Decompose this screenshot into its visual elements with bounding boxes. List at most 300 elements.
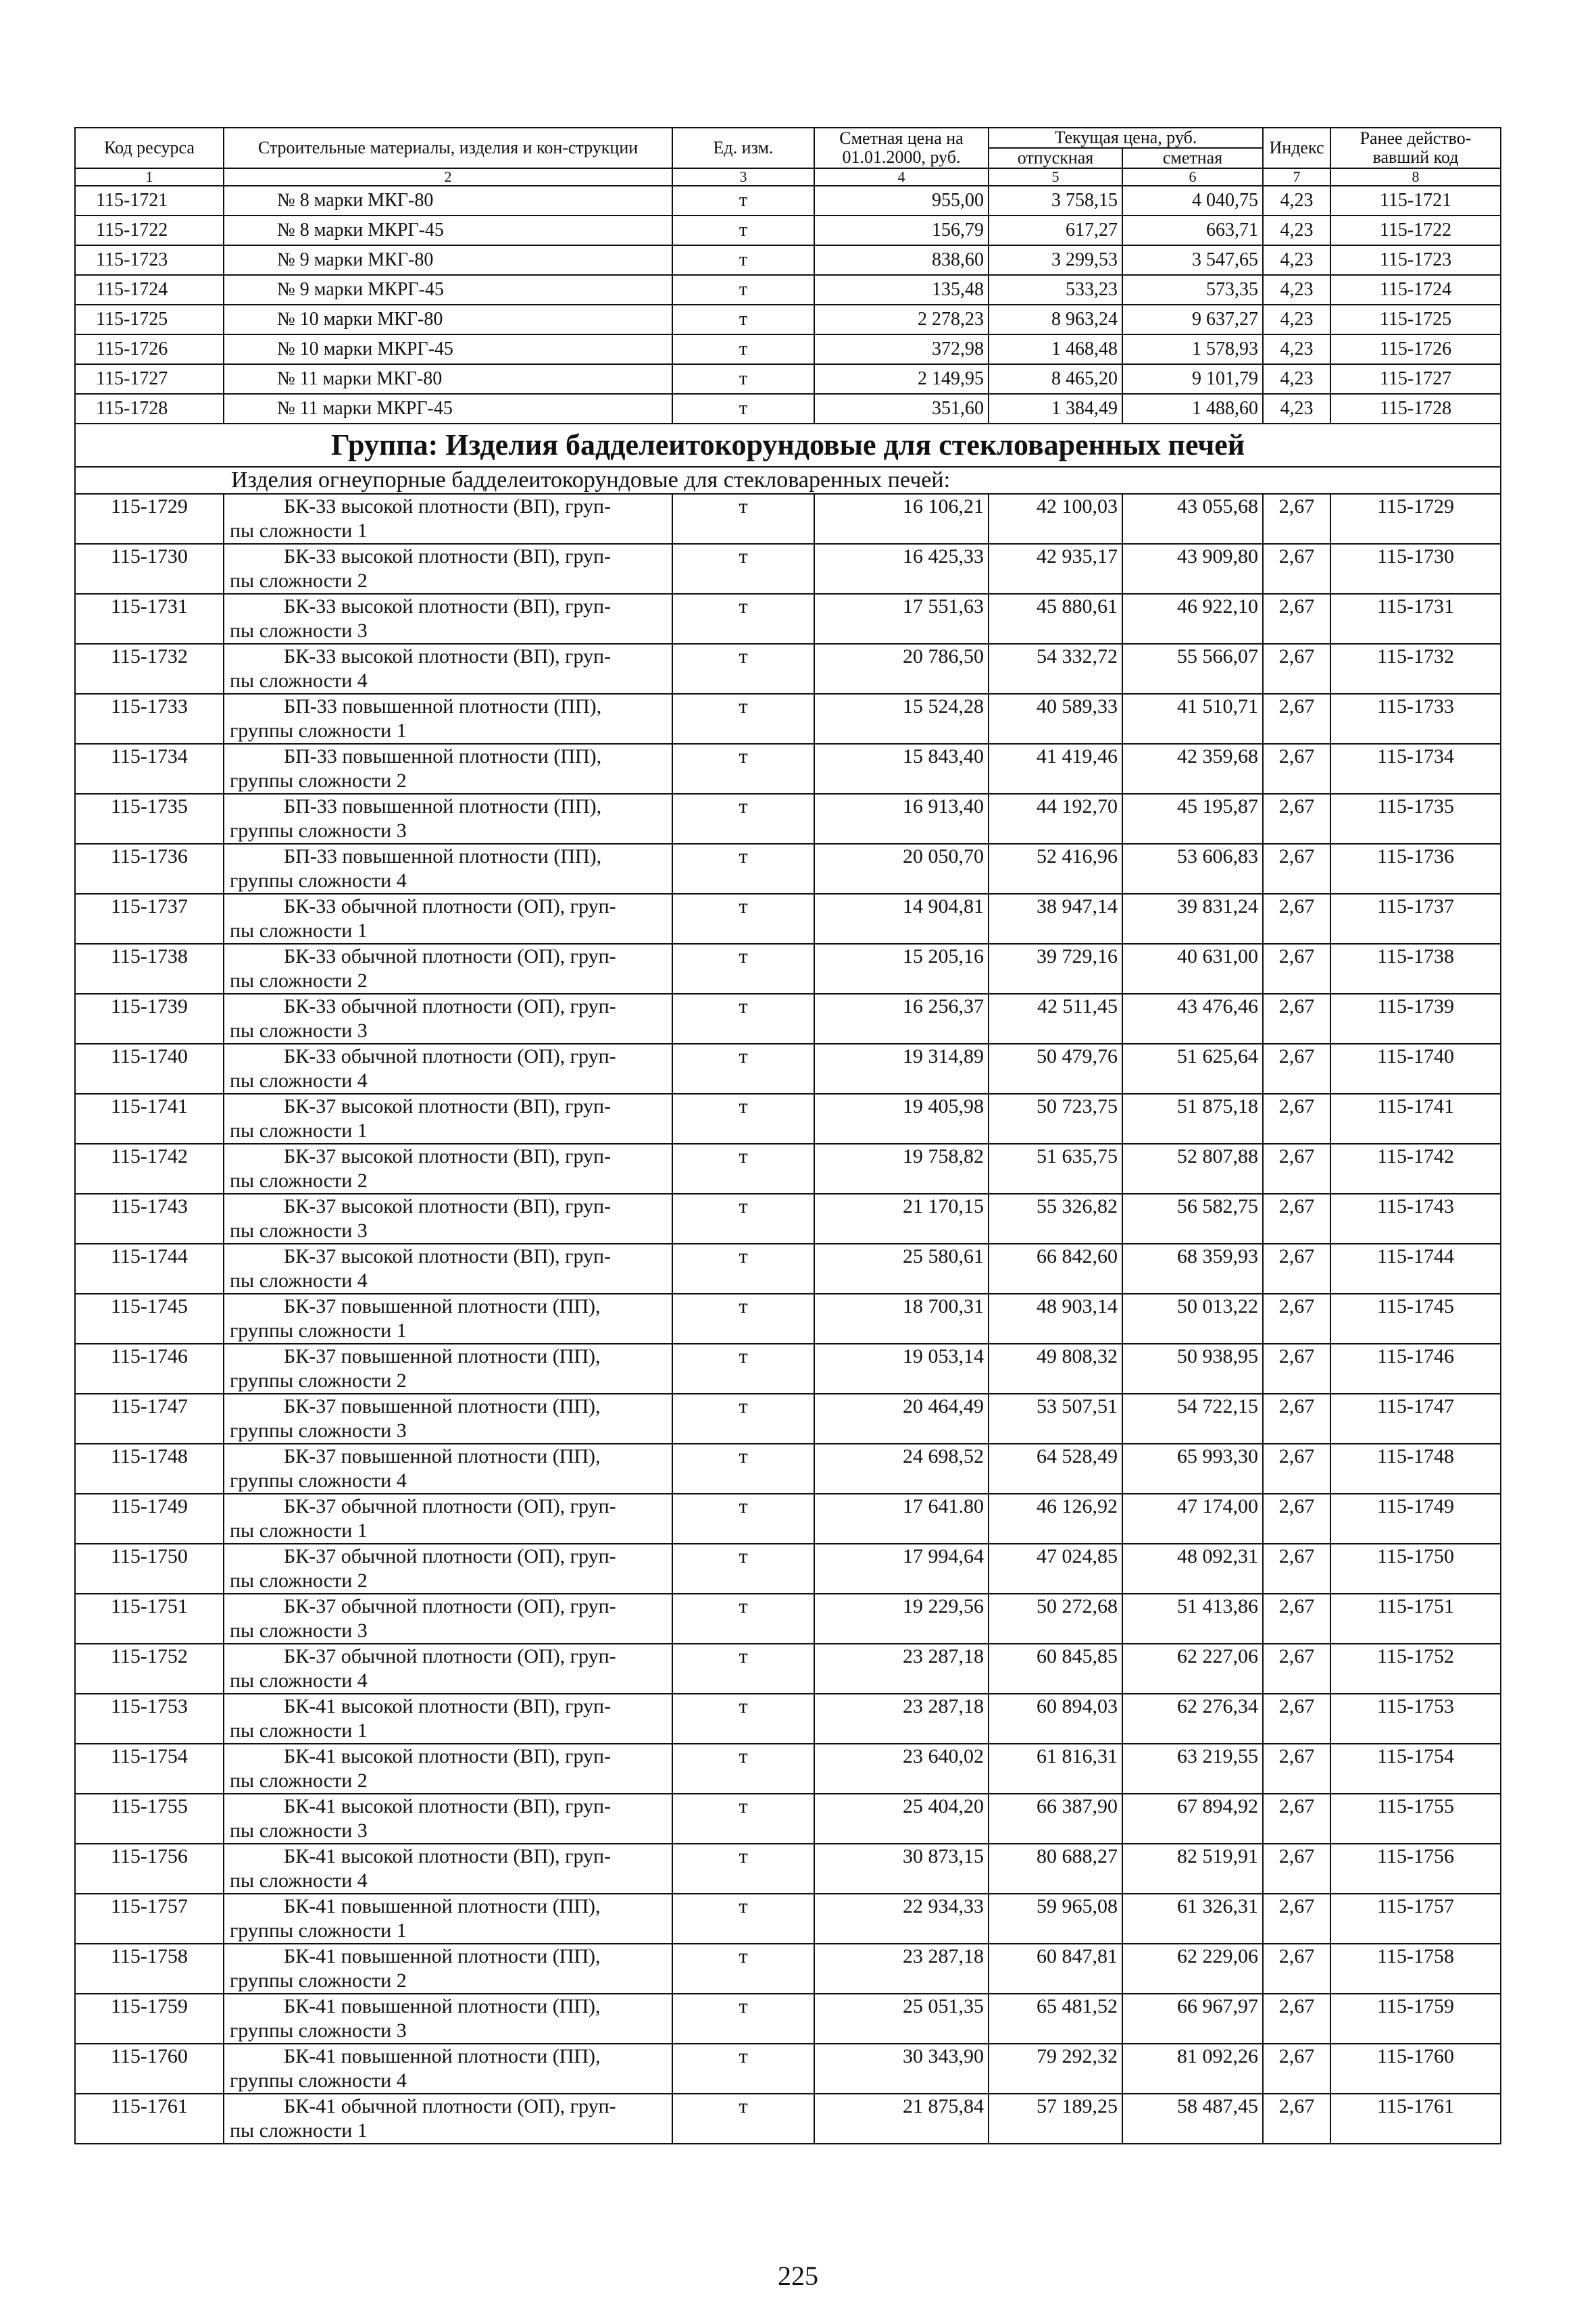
release-price-cell: 44 192,70 <box>989 794 1122 844</box>
material-name-cell <box>224 594 672 644</box>
base-price-cell: 15 524,28 <box>814 694 989 744</box>
previous-code-cell: 115-1750 <box>1330 1544 1501 1594</box>
resource-code-cell: 115-1742 <box>75 1144 224 1194</box>
estimate-price-cell: 51 413,86 <box>1122 1594 1263 1644</box>
table-row <box>75 994 1501 1044</box>
table-row <box>75 216 1501 245</box>
unit-cell: т <box>672 1944 814 1994</box>
material-name-line-2: пы сложности 2 <box>230 1169 368 1192</box>
table-row <box>75 1444 1501 1494</box>
index-cell: 4,23 <box>1263 216 1330 245</box>
release-price-cell: 42 935,17 <box>989 544 1122 594</box>
previous-code-cell: 115-1735 <box>1330 794 1501 844</box>
material-name-line-1: БК-41 высокой плотности (ВП), груп- <box>284 1845 612 1867</box>
estimate-price-cell: 1 488,60 <box>1122 394 1263 424</box>
resource-code-cell: 115-1754 <box>75 1744 224 1794</box>
estimate-price-cell: 82 519,91 <box>1122 1844 1263 1894</box>
material-name-line-1: БК-33 высокой плотности (ВП), груп- <box>284 595 612 618</box>
resource-code-cell: 115-1757 <box>75 1894 224 1944</box>
material-name-line-1: БК-37 высокой плотности (ВП), груп- <box>284 1095 612 1117</box>
table-row <box>75 544 1501 594</box>
resource-code-cell: 115-1726 <box>75 334 224 364</box>
unit-cell: т <box>672 944 814 994</box>
material-name-line-2: пы сложности 4 <box>230 670 368 692</box>
resource-code-cell: 115-1749 <box>75 1494 224 1544</box>
previous-code-cell: 115-1729 <box>1330 494 1501 544</box>
estimate-price-cell: 63 219,55 <box>1122 1744 1263 1794</box>
material-name-line-1: БК-41 высокой плотности (ВП), груп- <box>284 1745 612 1767</box>
table-row <box>75 1644 1501 1694</box>
table-row <box>75 794 1501 844</box>
index-cell: 2,67 <box>1263 1444 1330 1494</box>
estimate-price-cell: 54 722,15 <box>1122 1394 1263 1444</box>
material-name-line-1: БК-41 обычной плотности (ОП), груп- <box>284 2095 616 2117</box>
release-price-cell: 57 189,25 <box>989 2094 1122 2144</box>
release-price-cell: 1 468,48 <box>989 334 1122 364</box>
material-name-cell: № 8 марки МКГ-80 <box>224 186 672 216</box>
price-table <box>74 127 1501 2144</box>
index-cell: 4,23 <box>1263 305 1330 334</box>
material-name-cell <box>224 744 672 794</box>
material-name-line-1: БК-41 повышенной плотности (ПП), <box>284 2045 601 2067</box>
previous-code-cell: 115-1754 <box>1330 1744 1501 1794</box>
previous-code-cell: 115-1749 <box>1330 1494 1501 1544</box>
resource-code-cell: 115-1751 <box>75 1594 224 1644</box>
unit-cell: т <box>672 1744 814 1794</box>
estimate-price-cell: 40 631,00 <box>1122 944 1263 994</box>
resource-code-cell: 115-1728 <box>75 394 224 424</box>
index-cell: 2,67 <box>1263 894 1330 944</box>
previous-code-cell: 115-1745 <box>1330 1294 1501 1344</box>
table-row <box>75 744 1501 794</box>
resource-code-cell: 115-1739 <box>75 994 224 1044</box>
unit-cell: т <box>672 1544 814 1594</box>
index-cell: 2,67 <box>1263 1194 1330 1244</box>
material-name-line-1: БК-41 повышенной плотности (ПП), <box>284 1945 601 1967</box>
estimate-price-cell: 39 831,24 <box>1122 894 1263 944</box>
header-current-price: Текущая цена, руб. <box>989 128 1263 148</box>
resource-code-cell: 115-1724 <box>75 275 224 305</box>
index-cell: 2,67 <box>1263 944 1330 994</box>
header-estimate-price: сметная <box>1122 148 1263 168</box>
index-cell: 2,67 <box>1263 1844 1330 1894</box>
previous-code-cell: 115-1730 <box>1330 544 1501 594</box>
material-name-line-1: БК-33 обычной плотности (ОП), груп- <box>284 945 616 967</box>
unit-cell: т <box>672 744 814 794</box>
resource-code-cell: 115-1725 <box>75 305 224 334</box>
material-name-line-1: БП-33 повышенной плотности (ПП), <box>284 745 602 768</box>
material-name-line-2: группы сложности 3 <box>230 1419 407 1442</box>
previous-code-cell: 115-1746 <box>1330 1344 1501 1394</box>
estimate-price-cell: 43 909,80 <box>1122 544 1263 594</box>
table-row <box>75 1344 1501 1394</box>
table-row <box>75 644 1501 694</box>
release-price-cell: 533,23 <box>989 275 1122 305</box>
base-price-cell: 22 934,33 <box>814 1894 989 1944</box>
estimate-price-cell: 48 092,31 <box>1122 1544 1263 1594</box>
estimate-price-cell: 47 174,00 <box>1122 1494 1263 1544</box>
material-name-line-1: БК-33 обычной плотности (ОП), груп- <box>284 1045 616 1067</box>
estimate-price-cell: 1 578,93 <box>1122 334 1263 364</box>
resource-code-cell: 115-1737 <box>75 894 224 944</box>
base-price-cell: 16 913,40 <box>814 794 989 844</box>
material-name-line-2: группы сложности 2 <box>230 770 407 792</box>
index-cell: 4,23 <box>1263 394 1330 424</box>
column-number: 1 <box>75 168 224 186</box>
unit-cell: т <box>672 1644 814 1694</box>
previous-code-cell: 115-1723 <box>1330 245 1501 275</box>
column-number: 2 <box>224 168 672 186</box>
previous-code-cell: 115-1733 <box>1330 694 1501 744</box>
base-price-cell: 23 287,18 <box>814 1694 989 1744</box>
material-name-line-1: БП-33 повышенной плотности (ПП), <box>284 845 602 867</box>
previous-code-cell: 115-1759 <box>1330 1994 1501 2044</box>
previous-code-cell: 115-1737 <box>1330 894 1501 944</box>
material-name-line-2: группы сложности 4 <box>230 2069 407 2092</box>
table-row <box>75 1894 1501 1944</box>
previous-code-cell: 115-1726 <box>1330 334 1501 364</box>
previous-code-cell: 115-1761 <box>1330 2094 1501 2144</box>
estimate-price-cell: 62 227,06 <box>1122 1644 1263 1694</box>
resource-code-cell: 115-1761 <box>75 2094 224 2144</box>
resource-code-cell: 115-1721 <box>75 186 224 216</box>
release-price-cell: 54 332,72 <box>989 644 1122 694</box>
material-name-line-1: БК-41 повышенной плотности (ПП), <box>284 1995 601 2017</box>
material-name-cell <box>224 994 672 1044</box>
unit-cell: т <box>672 1494 814 1544</box>
release-price-cell: 48 903,14 <box>989 1294 1122 1344</box>
release-price-cell: 40 589,33 <box>989 694 1122 744</box>
material-name-cell <box>224 944 672 994</box>
material-name-line-2: группы сложности 4 <box>230 1469 407 1492</box>
resource-code-cell: 115-1738 <box>75 944 224 994</box>
header-base-price: Сметная цена на 01.01.2000, руб. <box>814 128 989 168</box>
base-price-cell: 19 405,98 <box>814 1094 989 1144</box>
release-price-cell: 1 384,49 <box>989 394 1122 424</box>
table-row <box>75 1394 1501 1444</box>
unit-cell: т <box>672 1694 814 1744</box>
material-name-line-1: БП-33 повышенной плотности (ПП), <box>284 695 602 718</box>
material-name-cell: № 10 марки МКРГ-45 <box>224 334 672 364</box>
previous-code-cell: 115-1755 <box>1330 1794 1501 1844</box>
table-row <box>75 186 1501 216</box>
table-row <box>75 334 1501 364</box>
estimate-price-cell: 50 938,95 <box>1122 1344 1263 1394</box>
estimate-price-cell: 43 476,46 <box>1122 994 1263 1044</box>
index-cell: 4,23 <box>1263 245 1330 275</box>
previous-code-cell: 115-1731 <box>1330 594 1501 644</box>
material-name-cell <box>224 1144 672 1194</box>
base-price-cell: 156,79 <box>814 216 989 245</box>
unit-cell: т <box>672 694 814 744</box>
index-cell: 2,67 <box>1263 994 1330 1044</box>
resource-code-cell: 115-1756 <box>75 1844 224 1894</box>
estimate-price-cell: 62 229,06 <box>1122 1944 1263 1994</box>
index-cell: 2,67 <box>1263 744 1330 794</box>
release-price-cell: 59 965,08 <box>989 1894 1122 1944</box>
index-cell: 2,67 <box>1263 1344 1330 1394</box>
previous-code-cell: 115-1752 <box>1330 1644 1501 1694</box>
material-name-cell <box>224 1644 672 1694</box>
material-name-line-1: БК-37 обычной плотности (ОП), груп- <box>284 1645 616 1667</box>
material-name-line-1: БК-33 высокой плотности (ВП), груп- <box>284 545 612 568</box>
table-row <box>75 1694 1501 1744</box>
material-name-line-2: пы сложности 2 <box>230 1569 368 1592</box>
unit-cell: т <box>672 334 814 364</box>
base-price-cell: 19 229,56 <box>814 1594 989 1644</box>
material-name-line-1: БК-41 высокой плотности (ВП), груп- <box>284 1795 612 1817</box>
unit-cell: т <box>672 1794 814 1844</box>
table-row <box>75 1944 1501 1994</box>
estimate-price-cell: 62 276,34 <box>1122 1694 1263 1744</box>
table-row <box>75 494 1501 544</box>
unit-cell: т <box>672 364 814 394</box>
material-name-line-2: пы сложности 3 <box>230 1619 368 1642</box>
material-name-line-1: БК-37 высокой плотности (ВП), груп- <box>284 1145 612 1167</box>
material-name-line-1: БК-33 обычной плотности (ОП), груп- <box>284 895 616 917</box>
base-price-cell: 19 053,14 <box>814 1344 989 1394</box>
index-cell: 4,23 <box>1263 364 1330 394</box>
material-name-cell <box>224 1344 672 1394</box>
estimate-price-cell: 56 582,75 <box>1122 1194 1263 1244</box>
previous-code-cell: 115-1728 <box>1330 394 1501 424</box>
unit-cell: т <box>672 494 814 544</box>
table-row <box>75 1294 1501 1344</box>
material-name-cell <box>224 1194 672 1244</box>
release-price-cell: 52 416,96 <box>989 844 1122 894</box>
unit-cell: т <box>672 216 814 245</box>
unit-cell: т <box>672 594 814 644</box>
material-name-cell <box>224 1244 672 1294</box>
unit-cell: т <box>672 1444 814 1494</box>
material-name-line-2: пы сложности 4 <box>230 1070 368 1092</box>
estimate-price-cell: 65 993,30 <box>1122 1444 1263 1494</box>
index-cell: 2,67 <box>1263 1044 1330 1094</box>
release-price-cell: 47 024,85 <box>989 1544 1122 1594</box>
material-name-cell <box>224 1894 672 1944</box>
material-name-line-2: группы сложности 3 <box>230 820 407 842</box>
material-name-cell <box>224 1794 672 1844</box>
table-row <box>75 1044 1501 1094</box>
previous-code-cell: 115-1748 <box>1330 1444 1501 1494</box>
resource-code-cell: 115-1753 <box>75 1694 224 1744</box>
table-row <box>75 1494 1501 1544</box>
index-cell: 2,67 <box>1263 694 1330 744</box>
material-name-line-2: группы сложности 1 <box>230 720 407 742</box>
release-price-cell: 51 635,75 <box>989 1144 1122 1194</box>
resource-code-cell: 115-1727 <box>75 364 224 394</box>
release-price-cell: 41 419,46 <box>989 744 1122 794</box>
index-cell: 2,67 <box>1263 1494 1330 1544</box>
header-unit: Ед. изм. <box>672 128 814 168</box>
table-header <box>75 128 1501 168</box>
estimate-price-cell: 41 510,71 <box>1122 694 1263 744</box>
resource-code-cell: 115-1746 <box>75 1344 224 1394</box>
material-name-line-1: БК-33 обычной плотности (ОП), груп- <box>284 995 616 1017</box>
base-price-cell: 20 786,50 <box>814 644 989 694</box>
unit-cell: т <box>672 245 814 275</box>
release-price-cell: 39 729,16 <box>989 944 1122 994</box>
table-row <box>75 594 1501 644</box>
unit-cell: т <box>672 544 814 594</box>
material-name-line-2: группы сложности 2 <box>230 1369 407 1392</box>
material-name-cell <box>224 1094 672 1144</box>
release-price-cell: 66 842,60 <box>989 1244 1122 1294</box>
resource-code-cell: 115-1750 <box>75 1544 224 1594</box>
material-name-cell <box>224 1294 672 1344</box>
base-price-cell: 25 404,20 <box>814 1794 989 1844</box>
material-name-line-1: БК-37 повышенной плотности (ПП), <box>284 1445 601 1467</box>
index-cell: 2,67 <box>1263 794 1330 844</box>
estimate-price-cell: 81 092,26 <box>1122 2044 1263 2094</box>
material-name-line-1: БК-41 повышенной плотности (ПП), <box>284 1895 601 1917</box>
page-number: 225 <box>778 2261 818 2291</box>
material-name-cell <box>224 1744 672 1794</box>
resource-code-cell: 115-1748 <box>75 1444 224 1494</box>
material-name-line-2: пы сложности 4 <box>230 1869 368 1892</box>
previous-code-cell: 115-1753 <box>1330 1694 1501 1744</box>
material-name-cell <box>224 1594 672 1644</box>
base-price-cell: 955,00 <box>814 186 989 216</box>
base-price-cell: 18 700,31 <box>814 1294 989 1344</box>
table-row <box>75 1794 1501 1844</box>
material-name-line-2: пы сложности 2 <box>230 970 368 992</box>
material-name-cell <box>224 494 672 544</box>
estimate-price-cell: 67 894,92 <box>1122 1794 1263 1844</box>
base-price-cell: 15 205,16 <box>814 944 989 994</box>
material-name-line-2: группы сложности 4 <box>230 870 407 892</box>
table-row <box>75 944 1501 994</box>
base-price-cell: 30 873,15 <box>814 1844 989 1894</box>
index-cell: 2,67 <box>1263 494 1330 544</box>
material-name-cell <box>224 1694 672 1744</box>
base-price-cell: 17 641.80 <box>814 1494 989 1544</box>
base-price-cell: 2 149,95 <box>814 364 989 394</box>
base-price-cell: 20 464,49 <box>814 1394 989 1444</box>
estimate-price-cell: 9 637,27 <box>1122 305 1263 334</box>
base-price-cell: 16 106,21 <box>814 494 989 544</box>
previous-code-cell: 115-1742 <box>1330 1144 1501 1194</box>
table-body <box>75 168 1501 2144</box>
previous-code-cell: 115-1756 <box>1330 1844 1501 1894</box>
material-name-line-2: пы сложности 1 <box>230 1719 368 1742</box>
estimate-price-cell: 3 547,65 <box>1122 245 1263 275</box>
material-name-cell <box>224 1944 672 1994</box>
group-title: Группа: Изделия бадделеитокорундовые для стекловаренных печей <box>75 424 1501 467</box>
index-cell: 2,67 <box>1263 594 1330 644</box>
release-price-cell: 50 479,76 <box>989 1044 1122 1094</box>
resource-code-cell: 115-1735 <box>75 794 224 844</box>
estimate-price-cell: 45 195,87 <box>1122 794 1263 844</box>
column-number: 8 <box>1330 168 1501 186</box>
index-cell: 2,67 <box>1263 1294 1330 1344</box>
table-row <box>75 305 1501 334</box>
material-name-line-1: БК-41 высокой плотности (ВП), груп- <box>284 1695 612 1717</box>
material-name-line-2: пы сложности 3 <box>230 1819 368 1842</box>
release-price-cell: 50 723,75 <box>989 1094 1122 1144</box>
material-name-line-2: пы сложности 1 <box>230 2119 368 2142</box>
index-cell: 4,23 <box>1263 186 1330 216</box>
material-name-line-2: пы сложности 2 <box>230 1769 368 1792</box>
unit-cell: т <box>672 1594 814 1644</box>
index-cell: 2,67 <box>1263 1894 1330 1944</box>
material-name-cell: № 11 марки МКГ-80 <box>224 364 672 394</box>
table-row <box>75 1144 1501 1194</box>
base-price-cell: 20 050,70 <box>814 844 989 894</box>
material-name-cell: № 9 марки МКГ-80 <box>224 245 672 275</box>
table-row <box>75 1744 1501 1794</box>
material-name-cell: № 8 марки МКРГ-45 <box>224 216 672 245</box>
index-cell: 2,67 <box>1263 1144 1330 1194</box>
table-row <box>75 1844 1501 1894</box>
unit-cell: т <box>672 1894 814 1944</box>
table-row <box>75 1544 1501 1594</box>
material-name-cell <box>224 1044 672 1094</box>
release-price-cell: 617,27 <box>989 216 1122 245</box>
base-price-cell: 21 170,15 <box>814 1194 989 1244</box>
previous-code-cell: 115-1740 <box>1330 1044 1501 1094</box>
material-name-line-2: группы сложности 1 <box>230 1919 407 1942</box>
estimate-price-cell: 58 487,45 <box>1122 2094 1263 2144</box>
material-name-line-2: пы сложности 2 <box>230 570 368 592</box>
index-cell: 4,23 <box>1263 275 1330 305</box>
estimate-price-cell: 51 625,64 <box>1122 1044 1263 1094</box>
material-name-line-2: пы сложности 3 <box>230 620 368 642</box>
material-name-line-1: БК-37 обычной плотности (ОП), груп- <box>284 1495 616 1517</box>
resource-code-cell: 115-1741 <box>75 1094 224 1144</box>
column-number: 5 <box>989 168 1122 186</box>
estimate-price-cell: 68 359,93 <box>1122 1244 1263 1294</box>
estimate-price-cell: 4 040,75 <box>1122 186 1263 216</box>
release-price-cell: 60 894,03 <box>989 1694 1122 1744</box>
unit-cell: т <box>672 305 814 334</box>
resource-code-cell: 115-1722 <box>75 216 224 245</box>
release-price-cell: 38 947,14 <box>989 894 1122 944</box>
unit-cell: т <box>672 2044 814 2094</box>
resource-code-cell: 115-1731 <box>75 594 224 644</box>
release-price-cell: 3 299,53 <box>989 245 1122 275</box>
material-name-line-2: группы сложности 1 <box>230 1319 407 1342</box>
base-price-cell: 19 758,82 <box>814 1144 989 1194</box>
resource-code-cell: 115-1734 <box>75 744 224 794</box>
release-price-cell: 60 847,81 <box>989 1944 1122 1994</box>
table-row <box>75 1594 1501 1644</box>
material-name-cell: № 10 марки МКГ-80 <box>224 305 672 334</box>
estimate-price-cell: 42 359,68 <box>1122 744 1263 794</box>
header-index: Индекс <box>1263 128 1330 168</box>
table-row <box>75 844 1501 894</box>
index-cell: 2,67 <box>1263 2044 1330 2094</box>
base-price-cell: 23 640,02 <box>814 1744 989 1794</box>
index-cell: 4,23 <box>1263 334 1330 364</box>
column-number: 7 <box>1263 168 1330 186</box>
material-name-line-2: группы сложности 2 <box>230 1969 407 1992</box>
estimate-price-cell: 61 326,31 <box>1122 1894 1263 1944</box>
unit-cell: т <box>672 1994 814 2044</box>
index-cell: 2,67 <box>1263 1394 1330 1444</box>
previous-code-cell: 115-1743 <box>1330 1194 1501 1244</box>
unit-cell: т <box>672 1094 814 1144</box>
group-title-row <box>75 424 1501 467</box>
index-cell: 2,67 <box>1263 1744 1330 1794</box>
release-price-cell: 65 481,52 <box>989 1994 1122 2044</box>
resource-code-cell: 115-1733 <box>75 694 224 744</box>
index-cell: 2,67 <box>1263 544 1330 594</box>
unit-cell: т <box>672 2094 814 2144</box>
unit-cell: т <box>672 1844 814 1894</box>
resource-code-cell: 115-1758 <box>75 1944 224 1994</box>
index-cell: 2,67 <box>1263 1944 1330 1994</box>
